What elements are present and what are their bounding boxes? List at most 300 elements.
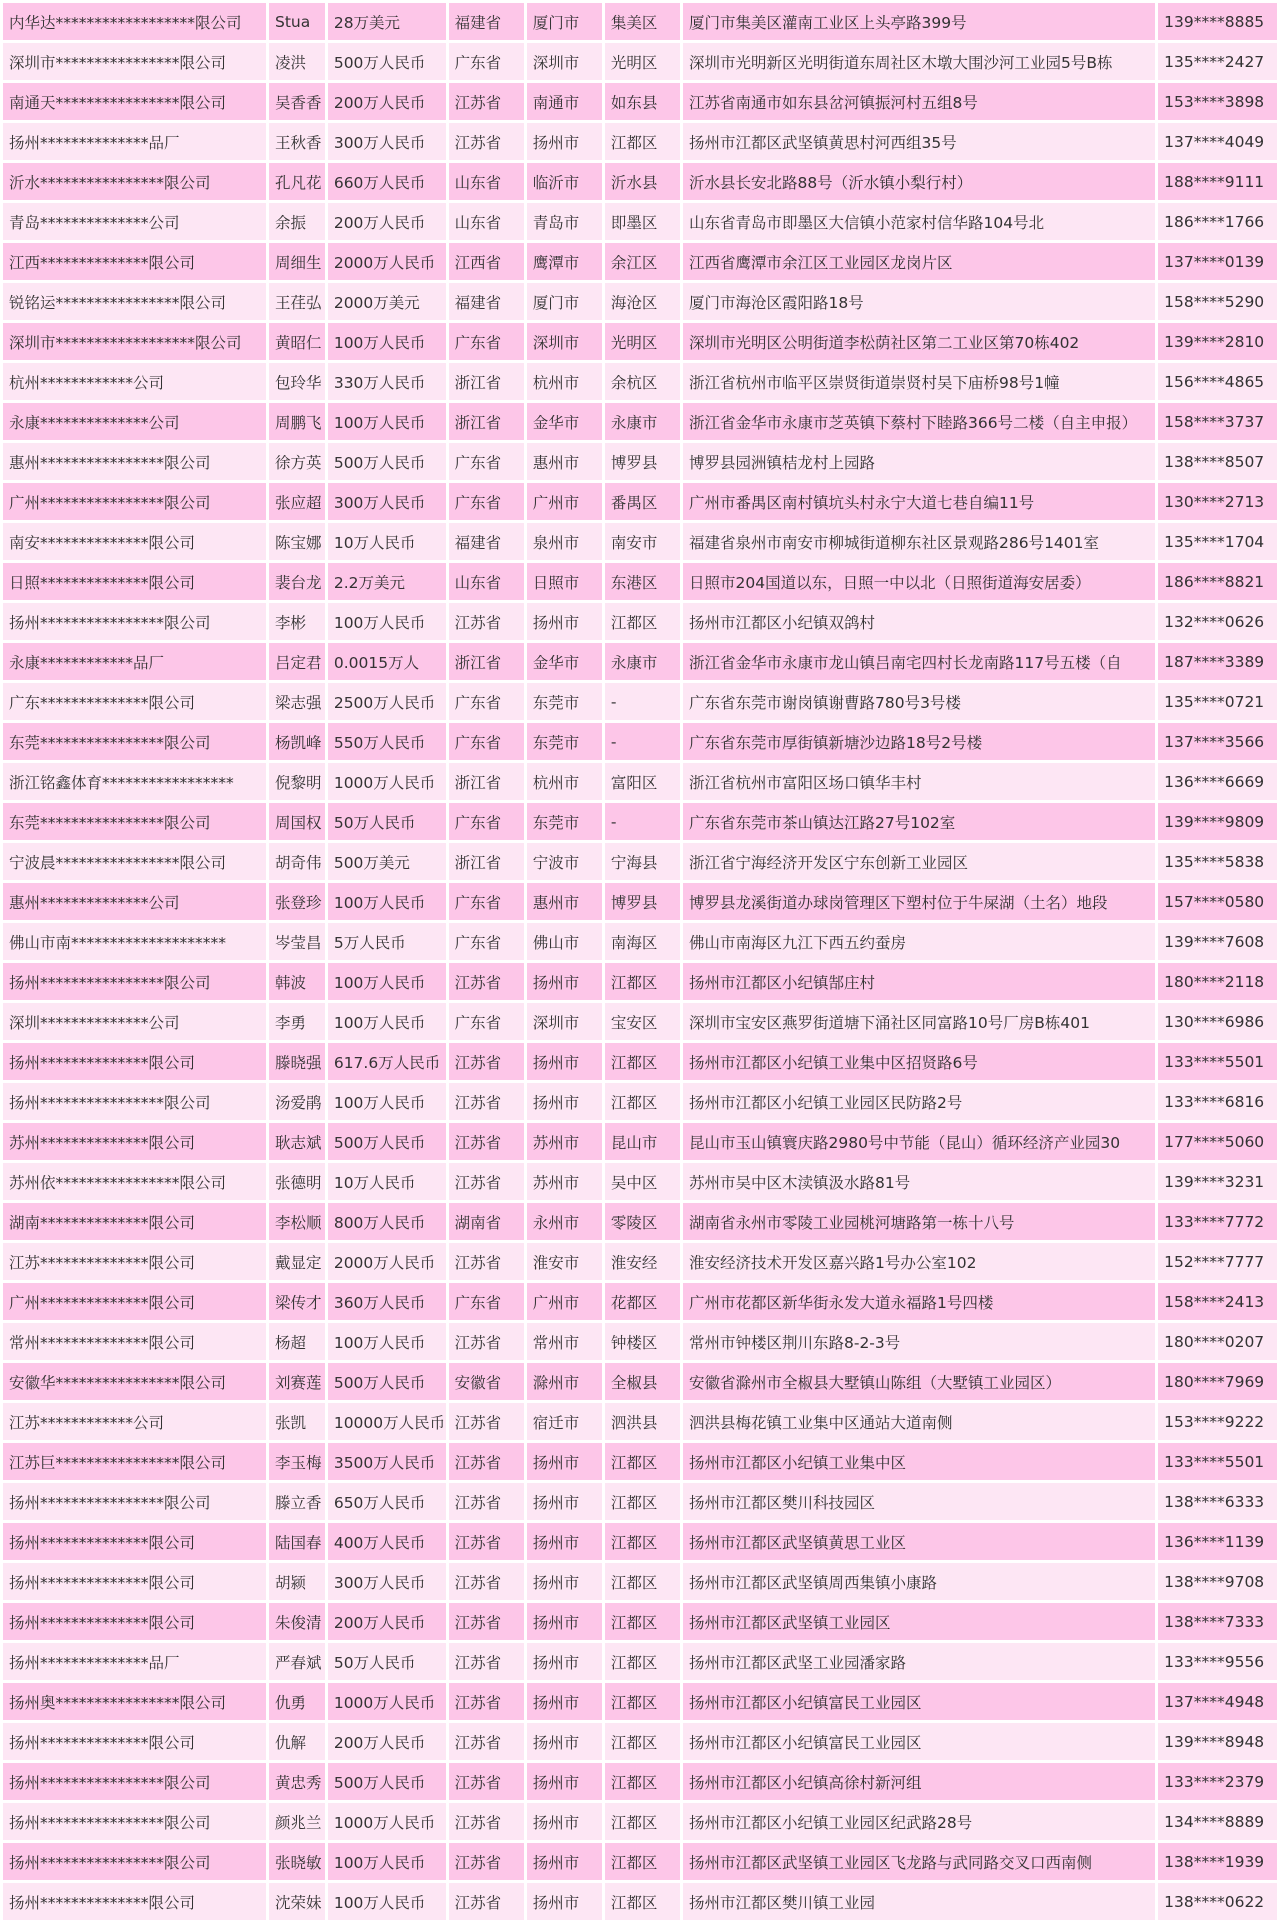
registered-capital-cell: 100万人民币 (328, 963, 446, 1000)
province-cell: 江苏省 (449, 1043, 524, 1080)
address-cell: 苏州市吴中区木渎镇汲水路81号 (683, 1163, 1155, 1200)
province-cell: 山东省 (449, 203, 524, 240)
table-row (3, 563, 1277, 600)
address-cell: 沂水县长安北路88号（沂水镇小梨行村） (683, 163, 1155, 200)
registered-capital-cell: 100万人民币 (328, 1003, 446, 1040)
city-cell: 厦门市 (527, 3, 602, 40)
address-cell: 福建省泉州市南安市柳城街道柳东社区景观路286号1401室 (683, 523, 1155, 560)
company-name-cell: 惠州**************公司 (3, 883, 266, 920)
registered-capital-cell: 100万人民币 (328, 1843, 446, 1880)
company-name-cell: 深圳**************公司 (3, 1003, 266, 1040)
legal-person-cell: 滕晓强 (269, 1043, 325, 1080)
registered-capital-cell: 100万人民币 (328, 1083, 446, 1120)
legal-person-cell: 张德明 (269, 1163, 325, 1200)
address-cell: 扬州市江都区樊川镇工业园 (683, 1883, 1155, 1920)
city-cell: 扬州市 (527, 1843, 602, 1880)
address-cell: 扬州市江都区小纪镇工业集中区招贤路6号 (683, 1043, 1155, 1080)
district-cell: 光明区 (605, 43, 680, 80)
phone-cell: 158****5290 (1158, 283, 1277, 320)
district-cell: 江都区 (605, 603, 680, 640)
province-cell: 山东省 (449, 163, 524, 200)
address-cell: 江苏省南通市如东县岔河镇振河村五组8号 (683, 83, 1155, 120)
legal-person-cell: 凌洪 (269, 43, 325, 80)
address-cell: 扬州市江都区小纪镇高徐村新河组 (683, 1763, 1155, 1800)
district-cell: 江都区 (605, 1083, 680, 1120)
address-cell: 扬州市江都区小纪镇工业园区民防路2号 (683, 1083, 1155, 1120)
registered-capital-cell: 617.6万人民币 (328, 1043, 446, 1080)
phone-cell: 158****2413 (1158, 1283, 1277, 1320)
company-name-cell: 佛山市南******************** (3, 923, 266, 960)
city-cell: 鹰潭市 (527, 243, 602, 280)
company-name-cell: 永康**************公司 (3, 403, 266, 440)
phone-cell: 153****3898 (1158, 83, 1277, 120)
province-cell: 江苏省 (449, 1843, 524, 1880)
registered-capital-cell: 2.2万美元 (328, 563, 446, 600)
city-cell: 扬州市 (527, 1883, 602, 1920)
district-cell: 江都区 (605, 1603, 680, 1640)
company-name-cell: 江西**************限公司 (3, 243, 266, 280)
province-cell: 广东省 (449, 483, 524, 520)
legal-person-cell: 仇勇 (269, 1683, 325, 1720)
address-cell: 扬州市江都区小纪镇富民工业园区 (683, 1683, 1155, 1720)
table-row (3, 1843, 1277, 1880)
registered-capital-cell: 500万人民币 (328, 1123, 446, 1160)
legal-person-cell: 汤爱鹃 (269, 1083, 325, 1120)
district-cell: 宝安区 (605, 1003, 680, 1040)
province-cell: 福建省 (449, 523, 524, 560)
district-cell: 淮安经 (605, 1243, 680, 1280)
district-cell: 南安市 (605, 523, 680, 560)
city-cell: 东莞市 (527, 683, 602, 720)
province-cell: 广东省 (449, 43, 524, 80)
company-name-cell: 扬州****************限公司 (3, 1843, 266, 1880)
address-cell: 博罗县龙溪街道办球岗管理区下塑村位于牛屎湖（土名）地段 (683, 883, 1155, 920)
phone-cell: 133****5501 (1158, 1043, 1277, 1080)
province-cell: 浙江省 (449, 843, 524, 880)
company-name-cell: 苏州依****************限公司 (3, 1163, 266, 1200)
registered-capital-cell: 200万人民币 (328, 1723, 446, 1760)
company-table-body (3, 3, 1277, 1920)
province-cell: 江苏省 (449, 1883, 524, 1920)
province-cell: 广东省 (449, 723, 524, 760)
company-name-cell: 扬州**************限公司 (3, 1723, 266, 1760)
legal-person-cell: 吕定君 (269, 643, 325, 680)
legal-person-cell: 严春斌 (269, 1643, 325, 1680)
address-cell: 江西省鹰潭市余江区工业园区龙岗片区 (683, 243, 1155, 280)
table-row (3, 1563, 1277, 1600)
phone-cell: 186****1766 (1158, 203, 1277, 240)
district-cell: - (605, 803, 680, 840)
phone-cell: 139****7608 (1158, 923, 1277, 960)
registered-capital-cell: 200万人民币 (328, 203, 446, 240)
district-cell: 江都区 (605, 1443, 680, 1480)
city-cell: 广州市 (527, 483, 602, 520)
table-row (3, 3, 1277, 40)
city-cell: 金华市 (527, 403, 602, 440)
province-cell: 江苏省 (449, 1483, 524, 1520)
legal-person-cell: 张晓敏 (269, 1843, 325, 1880)
legal-person-cell: 黄忠秀 (269, 1763, 325, 1800)
address-cell: 广东省东莞市茶山镇达江路27号102室 (683, 803, 1155, 840)
registered-capital-cell: 100万人民币 (328, 1883, 446, 1920)
legal-person-cell: 耿志斌 (269, 1123, 325, 1160)
province-cell: 江苏省 (449, 1083, 524, 1120)
province-cell: 江苏省 (449, 1163, 524, 1200)
city-cell: 扬州市 (527, 1683, 602, 1720)
district-cell: 江都区 (605, 123, 680, 160)
table-row (3, 843, 1277, 880)
company-name-cell: 扬州**************限公司 (3, 1523, 266, 1560)
province-cell: 广东省 (449, 1003, 524, 1040)
phone-cell: 180****2118 (1158, 963, 1277, 1000)
address-cell: 淮安经济技术开发区嘉兴路1号办公室102 (683, 1243, 1155, 1280)
city-cell: 扬州市 (527, 1483, 602, 1520)
registered-capital-cell: 2000万人民币 (328, 243, 446, 280)
address-cell: 扬州市江都区武坚镇工业园区 (683, 1603, 1155, 1640)
district-cell: 海沧区 (605, 283, 680, 320)
company-name-cell: 扬州**************限公司 (3, 1883, 266, 1920)
table-row (3, 1163, 1277, 1200)
province-cell: 山东省 (449, 563, 524, 600)
table-row (3, 1043, 1277, 1080)
registered-capital-cell: 100万人民币 (328, 603, 446, 640)
table-row (3, 323, 1277, 360)
table-row (3, 1723, 1277, 1760)
province-cell: 江苏省 (449, 1323, 524, 1360)
district-cell: 博罗县 (605, 883, 680, 920)
phone-cell: 137****3566 (1158, 723, 1277, 760)
province-cell: 浙江省 (449, 403, 524, 440)
registered-capital-cell: 100万人民币 (328, 883, 446, 920)
district-cell: 江都区 (605, 1523, 680, 1560)
table-row (3, 363, 1277, 400)
registered-capital-cell: 50万人民币 (328, 803, 446, 840)
address-cell: 扬州市江都区武坚镇周西集镇小康路 (683, 1563, 1155, 1600)
registered-capital-cell: 1000万人民币 (328, 1683, 446, 1720)
registered-capital-cell: 800万人民币 (328, 1203, 446, 1240)
table-row (3, 523, 1277, 560)
district-cell: 江都区 (605, 1843, 680, 1880)
phone-cell: 138****6333 (1158, 1483, 1277, 1520)
legal-person-cell: 沈荣妹 (269, 1883, 325, 1920)
table-row (3, 1683, 1277, 1720)
table-row (3, 763, 1277, 800)
phone-cell: 158****3737 (1158, 403, 1277, 440)
phone-cell: 133****5501 (1158, 1443, 1277, 1480)
phone-cell: 133****2379 (1158, 1763, 1277, 1800)
address-cell: 浙江省金华市永康市芝英镇下蔡村下睦路366号二楼（自主申报） (683, 403, 1155, 440)
city-cell: 佛山市 (527, 923, 602, 960)
address-cell: 浙江省杭州市临平区崇贤街道崇贤村吴下庙桥98号1幢 (683, 363, 1155, 400)
district-cell: 钟楼区 (605, 1323, 680, 1360)
city-cell: 深圳市 (527, 323, 602, 360)
company-name-cell: 扬州奥****************限公司 (3, 1683, 266, 1720)
district-cell: 光明区 (605, 323, 680, 360)
phone-cell: 152****7777 (1158, 1243, 1277, 1280)
company-name-cell: 扬州****************限公司 (3, 963, 266, 1000)
district-cell: 全椒县 (605, 1363, 680, 1400)
legal-person-cell: 李勇 (269, 1003, 325, 1040)
province-cell: 江苏省 (449, 1803, 524, 1840)
city-cell: 淮安市 (527, 1243, 602, 1280)
district-cell: 江都区 (605, 1483, 680, 1520)
table-row (3, 443, 1277, 480)
province-cell: 江苏省 (449, 1723, 524, 1760)
table-row (3, 163, 1277, 200)
legal-person-cell: 杨凯峰 (269, 723, 325, 760)
company-name-cell: 广州****************限公司 (3, 483, 266, 520)
company-name-cell: 东莞****************限公司 (3, 803, 266, 840)
table-row (3, 603, 1277, 640)
phone-cell: 138****1939 (1158, 1843, 1277, 1880)
district-cell: - (605, 683, 680, 720)
table-row (3, 1243, 1277, 1280)
registered-capital-cell: 500万人民币 (328, 43, 446, 80)
district-cell: 江都区 (605, 1043, 680, 1080)
legal-person-cell: 陈宝娜 (269, 523, 325, 560)
phone-cell: 156****4865 (1158, 363, 1277, 400)
registered-capital-cell: 500万人民币 (328, 1363, 446, 1400)
city-cell: 深圳市 (527, 43, 602, 80)
company-name-cell: 惠州****************限公司 (3, 443, 266, 480)
registered-capital-cell: 5万人民币 (328, 923, 446, 960)
phone-cell: 136****1139 (1158, 1523, 1277, 1560)
table-row (3, 723, 1277, 760)
city-cell: 东莞市 (527, 723, 602, 760)
phone-cell: 186****8821 (1158, 563, 1277, 600)
phone-cell: 135****1704 (1158, 523, 1277, 560)
company-name-cell: 扬州**************限公司 (3, 1563, 266, 1600)
province-cell: 福建省 (449, 283, 524, 320)
company-name-cell: 苏州**************限公司 (3, 1123, 266, 1160)
registered-capital-cell: 500万人民币 (328, 1763, 446, 1800)
company-name-cell: 广东**************限公司 (3, 683, 266, 720)
company-name-cell: 安徽华****************限公司 (3, 1363, 266, 1400)
phone-cell: 139****2810 (1158, 323, 1277, 360)
address-cell: 佛山市南海区九江下西五约蚕房 (683, 923, 1155, 960)
table-row (3, 1603, 1277, 1640)
address-cell: 扬州市江都区樊川科技园区 (683, 1483, 1155, 1520)
phone-cell: 187****3389 (1158, 643, 1277, 680)
registered-capital-cell: 10万人民币 (328, 523, 446, 560)
company-name-cell: 东莞****************限公司 (3, 723, 266, 760)
table-row (3, 1403, 1277, 1440)
city-cell: 扬州市 (527, 1443, 602, 1480)
phone-cell: 138****8507 (1158, 443, 1277, 480)
legal-person-cell: 戴显定 (269, 1243, 325, 1280)
city-cell: 滁州市 (527, 1363, 602, 1400)
legal-person-cell: 徐方英 (269, 443, 325, 480)
province-cell: 江苏省 (449, 1403, 524, 1440)
registered-capital-cell: 500万美元 (328, 843, 446, 880)
district-cell: 江都区 (605, 1803, 680, 1840)
legal-person-cell: 张应超 (269, 483, 325, 520)
registered-capital-cell: 300万人民币 (328, 123, 446, 160)
table-row (3, 1803, 1277, 1840)
legal-person-cell: 包玲华 (269, 363, 325, 400)
registered-capital-cell: 100万人民币 (328, 403, 446, 440)
province-cell: 江苏省 (449, 1603, 524, 1640)
registered-capital-cell: 10000万人民币 (328, 1403, 446, 1440)
company-name-cell: 南安**************限公司 (3, 523, 266, 560)
phone-cell: 157****0580 (1158, 883, 1277, 920)
city-cell: 惠州市 (527, 443, 602, 480)
phone-cell: 133****9556 (1158, 1643, 1277, 1680)
registered-capital-cell: 100万人民币 (328, 323, 446, 360)
registered-capital-cell: 2000万美元 (328, 283, 446, 320)
district-cell: 宁海县 (605, 843, 680, 880)
phone-cell: 137****4948 (1158, 1683, 1277, 1720)
phone-cell: 133****7772 (1158, 1203, 1277, 1240)
district-cell: 余杭区 (605, 363, 680, 400)
legal-person-cell: 裴台龙 (269, 563, 325, 600)
company-name-cell: 扬州**************品厂 (3, 1643, 266, 1680)
registered-capital-cell: 0.0015万人 (328, 643, 446, 680)
company-name-cell: 常州**************限公司 (3, 1323, 266, 1360)
legal-person-cell: 杨超 (269, 1323, 325, 1360)
registered-capital-cell: 200万人民币 (328, 83, 446, 120)
table-row (3, 83, 1277, 120)
province-cell: 江苏省 (449, 963, 524, 1000)
company-name-cell: 锐铭运****************限公司 (3, 283, 266, 320)
address-cell: 厦门市海沧区霞阳路18号 (683, 283, 1155, 320)
city-cell: 扬州市 (527, 1643, 602, 1680)
city-cell: 广州市 (527, 1283, 602, 1320)
address-cell: 厦门市集美区灌南工业区上头亭路399号 (683, 3, 1155, 40)
legal-person-cell: 周国权 (269, 803, 325, 840)
company-name-cell: 扬州****************限公司 (3, 603, 266, 640)
district-cell: 集美区 (605, 3, 680, 40)
company-name-cell: 扬州**************品厂 (3, 123, 266, 160)
company-name-cell: 扬州****************限公司 (3, 1483, 266, 1520)
address-cell: 扬州市江都区小纪镇工业园区纪武路28号 (683, 1803, 1155, 1840)
registered-capital-cell: 550万人民币 (328, 723, 446, 760)
table-row (3, 923, 1277, 960)
province-cell: 江苏省 (449, 83, 524, 120)
legal-person-cell: 仇解 (269, 1723, 325, 1760)
legal-person-cell: 滕立香 (269, 1483, 325, 1520)
registered-capital-cell: 300万人民币 (328, 1563, 446, 1600)
table-row (3, 1763, 1277, 1800)
phone-cell: 134****8889 (1158, 1803, 1277, 1840)
province-cell: 福建省 (449, 3, 524, 40)
province-cell: 江苏省 (449, 1683, 524, 1720)
phone-cell: 139****3231 (1158, 1163, 1277, 1200)
district-cell: 江都区 (605, 1723, 680, 1760)
phone-cell: 139****8948 (1158, 1723, 1277, 1760)
address-cell: 深圳市光明新区光明街道东周社区木墩大围沙河工业园5号B栋 (683, 43, 1155, 80)
city-cell: 扬州市 (527, 1523, 602, 1560)
company-name-cell: 永康************品厂 (3, 643, 266, 680)
table-row (3, 683, 1277, 720)
address-cell: 扬州市江都区小纪镇双鸽村 (683, 603, 1155, 640)
phone-cell: 139****8885 (1158, 3, 1277, 40)
city-cell: 青岛市 (527, 203, 602, 240)
registered-capital-cell: 28万美元 (328, 3, 446, 40)
city-cell: 宿迁市 (527, 1403, 602, 1440)
registered-capital-cell: 650万人民币 (328, 1483, 446, 1520)
district-cell: - (605, 723, 680, 760)
district-cell: 余江区 (605, 243, 680, 280)
legal-person-cell: 颜兆兰 (269, 1803, 325, 1840)
company-name-cell: 广州**************限公司 (3, 1283, 266, 1320)
table-row (3, 403, 1277, 440)
province-cell: 广东省 (449, 683, 524, 720)
district-cell: 江都区 (605, 1883, 680, 1920)
city-cell: 扬州市 (527, 1723, 602, 1760)
table-row (3, 883, 1277, 920)
registered-capital-cell: 500万人民币 (328, 443, 446, 480)
district-cell: 东港区 (605, 563, 680, 600)
company-name-cell: 深圳市****************限公司 (3, 43, 266, 80)
district-cell: 富阳区 (605, 763, 680, 800)
address-cell: 安徽省滁州市全椒县大墅镇山陈组（大墅镇工业园区） (683, 1363, 1155, 1400)
legal-person-cell: 孔凡花 (269, 163, 325, 200)
address-cell: 扬州市江都区武坚工业园潘家路 (683, 1643, 1155, 1680)
address-cell: 广东省东莞市谢岗镇谢曹路780号3号楼 (683, 683, 1155, 720)
city-cell: 杭州市 (527, 363, 602, 400)
city-cell: 临沂市 (527, 163, 602, 200)
registered-capital-cell: 10万人民币 (328, 1163, 446, 1200)
table-row (3, 963, 1277, 1000)
district-cell: 江都区 (605, 963, 680, 1000)
company-name-cell: 扬州****************限公司 (3, 1763, 266, 1800)
phone-cell: 135****5838 (1158, 843, 1277, 880)
table-row (3, 203, 1277, 240)
district-cell: 番禺区 (605, 483, 680, 520)
legal-person-cell: 胡颍 (269, 1563, 325, 1600)
city-cell: 扬州市 (527, 963, 602, 1000)
phone-cell: 138****9708 (1158, 1563, 1277, 1600)
registered-capital-cell: 2500万人民币 (328, 683, 446, 720)
phone-cell: 188****9111 (1158, 163, 1277, 200)
registered-capital-cell: 1000万人民币 (328, 763, 446, 800)
province-cell: 江苏省 (449, 1243, 524, 1280)
city-cell: 扬州市 (527, 1803, 602, 1840)
city-cell: 扬州市 (527, 1083, 602, 1120)
district-cell: 南海区 (605, 923, 680, 960)
table-row (3, 283, 1277, 320)
city-cell: 扬州市 (527, 123, 602, 160)
table-row (3, 1083, 1277, 1120)
legal-person-cell: 倪黎明 (269, 763, 325, 800)
province-cell: 广东省 (449, 1283, 524, 1320)
phone-cell: 138****7333 (1158, 1603, 1277, 1640)
legal-person-cell: 余振 (269, 203, 325, 240)
address-cell: 常州市钟楼区荆川东路8-2-3号 (683, 1323, 1155, 1360)
city-cell: 永州市 (527, 1203, 602, 1240)
district-cell: 花都区 (605, 1283, 680, 1320)
province-cell: 浙江省 (449, 643, 524, 680)
province-cell: 广东省 (449, 803, 524, 840)
address-cell: 广州市番禺区南村镇坑头村永宁大道七巷自编11号 (683, 483, 1155, 520)
district-cell: 江都区 (605, 1643, 680, 1680)
company-name-cell: 深圳市******************限公司 (3, 323, 266, 360)
address-cell: 昆山市玉山镇寰庆路2980号中节能（昆山）循环经济产业园30 (683, 1123, 1155, 1160)
district-cell: 江都区 (605, 1563, 680, 1600)
address-cell: 浙江省宁海经济开发区宁东创新工业园区 (683, 843, 1155, 880)
registered-capital-cell: 360万人民币 (328, 1283, 446, 1320)
province-cell: 江西省 (449, 243, 524, 280)
district-cell: 永康市 (605, 403, 680, 440)
table-row (3, 483, 1277, 520)
legal-person-cell: 李松顺 (269, 1203, 325, 1240)
table-row (3, 1003, 1277, 1040)
company-name-cell: 扬州**************限公司 (3, 1043, 266, 1080)
table-row (3, 243, 1277, 280)
company-name-cell: 日照**************限公司 (3, 563, 266, 600)
city-cell: 东莞市 (527, 803, 602, 840)
